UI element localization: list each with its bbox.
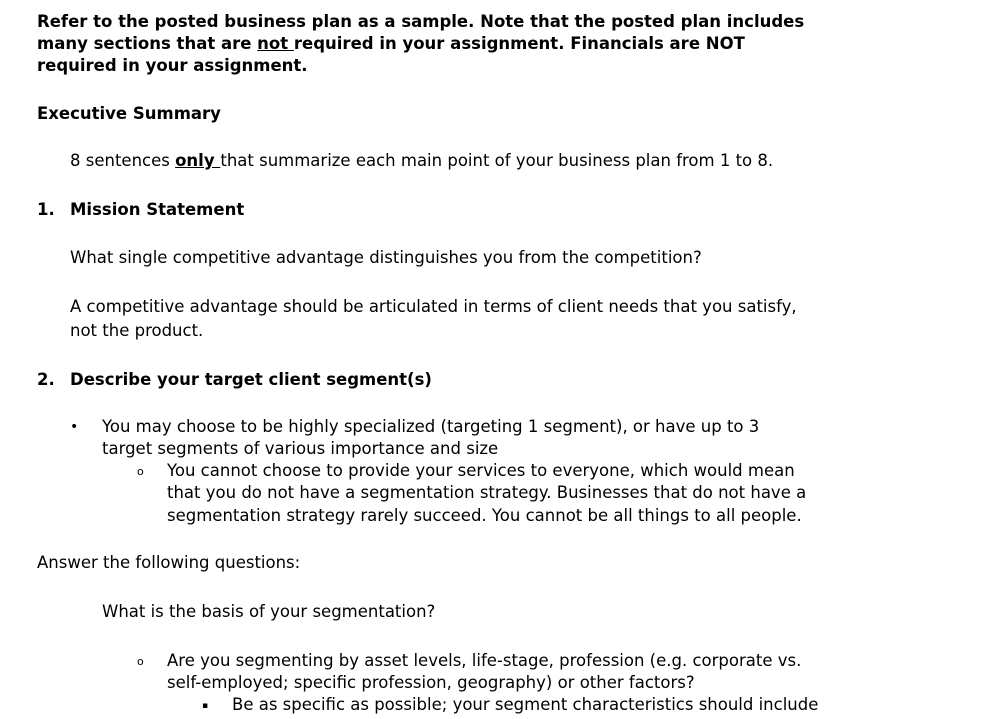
section-2-heading: Describe your target client segment(s) <box>70 370 432 389</box>
intro-text-1: Refer to the posted business plan as a sample. Note that the posted plan includes <box>37 12 805 31</box>
section-2-sub-1-line-2: that you do not have a segmentation strategy. Businesses that do not have a <box>167 483 807 502</box>
answer-sub-1-line-2: self-employed; specific profession, geography) or other factors? <box>167 673 695 692</box>
section-2-number: 2. <box>37 370 55 389</box>
answer-square-1-line-1: Be as specific as possible; your segment characteristics should include <box>232 695 819 714</box>
intro-line-3 <box>37 55 308 77</box>
section-1-heading: Mission Statement <box>70 200 245 219</box>
exec-summary-body <box>70 150 773 172</box>
bullet-disc-icon: • <box>70 419 79 435</box>
bullet-circle-icon: o <box>137 655 144 668</box>
section-2-bullet-1-line-2: target segments of various importance and size <box>102 439 499 458</box>
section-1-para-line-2: not the product. <box>70 321 204 340</box>
exec-only-emphasis: only <box>175 151 221 170</box>
answer-sub-1-line-1: Are you segmenting by asset levels, life-stage, profession (e.g. corporate vs. <box>167 651 802 670</box>
bullet-square-icon: ▪ <box>202 701 209 711</box>
exec-text-b: that summarize each main point of your business plan from 1 to 8. <box>220 151 774 170</box>
section-1-number: 1. <box>37 200 55 219</box>
section-2-sub-1-line-1: You cannot choose to provide your services to everyone, which would mean <box>167 461 795 480</box>
bullet-circle-icon: o <box>137 465 144 478</box>
intro-text-2a: many sections that are <box>37 34 258 53</box>
answer-question-1: What is the basis of your segmentation? <box>102 602 436 621</box>
section-1-para-line-1: A competitive advantage should be articulated in terms of client needs that you satisfy, <box>70 297 797 316</box>
section-2-sub-1-line-3: segmentation strategy rarely succeed. You cannot be all things to all people. <box>167 506 802 525</box>
intro-line-1 <box>37 11 804 33</box>
section-2-bullet-1-line-1: You may choose to be highly specialized (targeting 1 segment), or have up to 3 <box>102 417 760 436</box>
answer-lead: Answer the following questions: <box>37 553 301 572</box>
intro-text-2b: required in your assignment. Financials are NOT <box>293 34 745 53</box>
intro-not-underlined: not <box>257 34 294 53</box>
intro-line-2 <box>37 33 745 55</box>
exec-summary-heading: Executive Summary <box>37 104 221 123</box>
section-1-question: What single competitive advantage distinguishes you from the competition? <box>70 248 702 267</box>
intro-text-3: required in your assignment. <box>37 56 308 75</box>
exec-text-a: 8 sentences <box>70 151 176 170</box>
